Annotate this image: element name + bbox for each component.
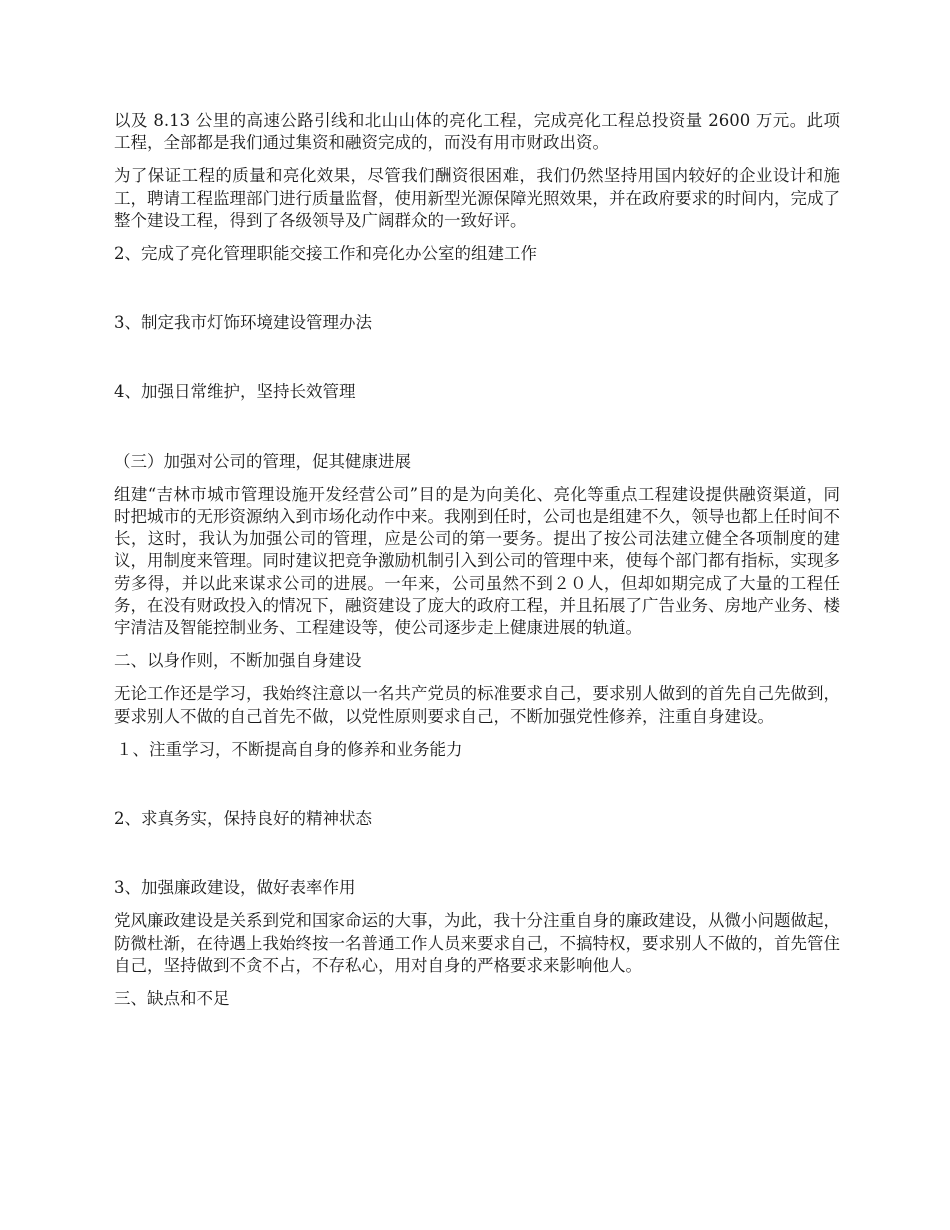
item-heading-pragmatic: 2、求真务实，保持良好的精神状态 xyxy=(114,809,372,829)
item-heading-2: 2、完成了亮化管理职能交接工作和亮化办公室的组建工作 xyxy=(114,244,537,264)
item-heading-4: 4、加强日常维护，坚持长效管理 xyxy=(114,382,356,402)
paragraph-lighting-project-funding: 以及 8.13 公里的高速公路引线和北山山体的亮化工程，完成亮化工程总投资量 2600 万元。此项工程，全部都是我们通过集资和融资完成的，而没有用市财政出资。 xyxy=(114,111,840,153)
paragraph-party-standards: 无论工作还是学习，我始终注意以一名共产党员的标准要求自己，要求别人做到的首先自己先做到，要求别人不做的自己首先不做，以党性原则要求自己，不断加强党性修养，注重自身建设。 xyxy=(114,684,840,726)
section-heading-lead-by-example: 二、以身作则，不断加强自身建设 xyxy=(114,651,362,671)
document-page xyxy=(114,110,840,1010)
section-heading-shortcomings: 三、缺点和不足 xyxy=(114,989,230,1009)
item-heading-study: １、注重学习，不断提高自身的修养和业务能力 xyxy=(116,739,463,759)
paragraph-quality-assurance: 为了保证工程的质量和亮化效果，尽管我们酬资很困难，我们仍然坚持用国内较好的企业设计和施工，聘请工程监理部门进行质量监督，使用新型光源保障光照效果，并在政府要求的时间内，完成了整个建设工程，得到了各级领导及广阔群众的一致好评。 xyxy=(114,166,840,230)
paragraph-integrity: 党风廉政建设是关系到党和国家命运的大事，为此，我十分注重自身的廉政建设，从微小问题做起，防微杜渐，在待遇上我始终按一名普通工作人员来要求自己，不搞特权，要求别人不做的，首先管住自己，坚持做到不贪不占，不存私心，用对自身的严格要求来影响他人。 xyxy=(114,911,840,975)
item-heading-3: 3、制定我市灯饰环境建设管理办法 xyxy=(114,313,372,333)
section-heading-company-management: （三）加强对公司的管理，促其健康进展 xyxy=(114,451,411,471)
item-heading-integrity: 3、加强廉政建设，做好表率作用 xyxy=(114,878,356,898)
paragraph-company-management: 组建“吉林市城市管理设施开发经营公司”目的是为向美化、亮化等重点工程建设提供融资渠道，同时把城市的无形资源纳入到市场化动作中来。我刚到任时，公司也是组建不久，领导也都上任时间不长，这时，我认为加强公司的管理，应是公司的第一要务。提出了按公司法建立健全各项制度的建议，用制度来管理。同时建议把竞争激励机制引入到公司的管理中来，使每个部门都有指标，实现多劳多得，并以此来谋求公司的进展。一年来，公司虽然不到２０人，但却如期完成了大量的工程任务，在没有财政投入的情况下，融资建设了庞大的政府工程，并且拓展了广告业务、房地产业务、楼宇清洁及智能控制业务、工程建设等，使公司逐步走上健康进展的轨道。 xyxy=(114,484,840,638)
